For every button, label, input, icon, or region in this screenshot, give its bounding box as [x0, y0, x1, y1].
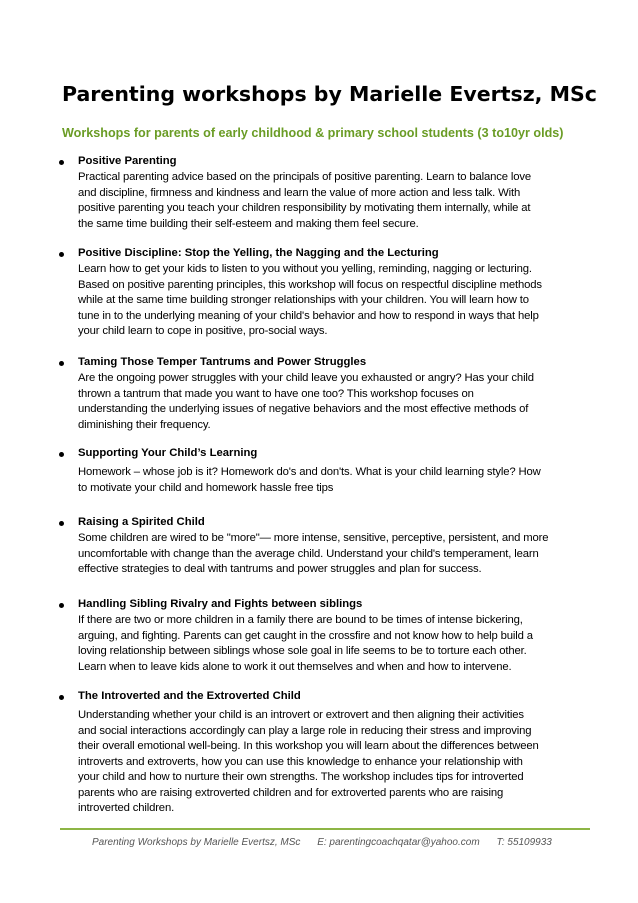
bullet-icon	[59, 160, 64, 165]
description-line: introverts and extroverts, how you can use this knowledge to enhance your relationship with	[78, 755, 523, 768]
workshop-heading: Raising a Spirited Child	[78, 516, 205, 528]
description-line: their overall emotional well-being. In this workshop you will learn about the differences between	[78, 740, 539, 752]
description-line: Some children are wired to be "more"— more intense, sensitive, perceptive, persistent, and more	[78, 532, 549, 544]
bullet-icon	[59, 695, 64, 700]
description-line: your child and how to nurture their own strengths. The workshop includes tips for introverted	[78, 771, 524, 783]
description-line: the same time building their self-esteem and making them feel secure.	[78, 217, 419, 230]
workshop-description	[78, 262, 608, 340]
description-line: and social interactions accordingly can play a large role in reducing their stress and improving	[78, 724, 532, 737]
bullet-icon	[59, 603, 64, 608]
description-line: Practical parenting advice based on the principals of positive parenting. Learn to balance love	[78, 171, 531, 183]
description-line: Learn how to get your kids to listen to you without you yelling, reminding, nagging or lecturing.	[78, 263, 532, 275]
page-title: Parenting workshops by Marielle Evertsz, MSc	[62, 82, 597, 106]
workshop-description	[78, 613, 608, 675]
workshop-heading: Positive Discipline: Stop the Yelling, the Nagging and the Lecturing	[78, 247, 439, 259]
description-line: positive parenting you teach your children responsibility by motivating them internally, while at	[78, 202, 531, 214]
description-line: loving relationship between siblings whose sole goal in life seems to be to torture each other.	[78, 645, 527, 657]
description-line: your child learn to cope in positive, pro-social ways.	[78, 325, 328, 337]
description-line: Homework – whose job is it? Homework do's and don'ts. What is your child learning style? How	[78, 466, 541, 478]
description-line: Understanding whether your child is an introvert or extrovert and then aligning their activities	[78, 709, 524, 721]
bullet-icon	[59, 452, 64, 457]
description-line: diminishing their frequency.	[78, 418, 211, 431]
page-subtitle: Workshops for parents of early childhood & primary school students (3 to10yr olds)	[62, 126, 564, 140]
workshop-heading: The Introverted and the Extroverted Child	[78, 690, 301, 702]
workshop-heading: Supporting Your Child’s Learning	[78, 447, 258, 459]
bullet-icon	[59, 521, 64, 526]
description-line: effective strategies to deal with tantrums and power struggles and plan for success.	[78, 563, 482, 575]
workshop-heading: Handling Sibling Rivalry and Fights between siblings	[78, 598, 363, 610]
workshop-description	[78, 465, 608, 496]
description-line: and discipline, firmness and kindness and learn the value of more action and less talk. With	[78, 186, 521, 199]
workshop-heading: Positive Parenting	[78, 155, 177, 167]
description-line: uncomfortable with change than the average child. Understand your child's temperament, learn	[78, 547, 539, 560]
description-line: to motivate your child and homework hassle free tips	[78, 481, 334, 494]
description-line: thrown a tantrum that made you want to have one too? This workshop focuses on	[78, 387, 474, 400]
description-line: Learn when to leave kids alone to work it out themselves and when and how to intervene.	[78, 660, 512, 673]
description-line: while at the same time building stronger relationships with your children. You will learn how to	[78, 294, 529, 306]
workshop-description	[78, 371, 608, 433]
description-line: If there are two or more children in a family there are bound to be times of intense bickering,	[78, 614, 523, 626]
description-line: understanding the underlying issues of negative behaviors and the most effective methods of	[78, 403, 529, 415]
description-line: parents who are raising extroverted children and for extroverted parents who are raising	[78, 786, 504, 799]
workshop-heading: Taming Those Temper Tantrums and Power Struggles	[78, 356, 367, 368]
description-line: arguing, and fighting. Parents can get caught in the crossfire and not know how to help build a	[78, 629, 533, 642]
workshop-description	[78, 708, 608, 817]
footer-divider	[60, 828, 590, 830]
bullet-icon	[59, 252, 64, 257]
description-line: Are the ongoing power struggles with your child leave you exhausted or angry? Has your child	[78, 372, 534, 384]
footer-name: Parenting Workshops by Marielle Evertsz, MSc	[92, 837, 301, 848]
bullet-icon	[59, 361, 64, 366]
description-line: Based on positive parenting principles, this workshop will focus on respectful discipline methods	[78, 278, 542, 291]
footer-email: E: parentingcoachqatar@yahoo.com	[317, 837, 480, 848]
description-line: tune in to the underlying meaning of your child's behavior and how to respond in ways that help	[78, 309, 539, 322]
workshop-description	[78, 170, 608, 232]
workshop-description	[78, 531, 608, 578]
footer-phone: T: 55109933	[496, 837, 552, 848]
page-footer	[92, 836, 592, 850]
description-line: introverted children.	[78, 802, 175, 814]
